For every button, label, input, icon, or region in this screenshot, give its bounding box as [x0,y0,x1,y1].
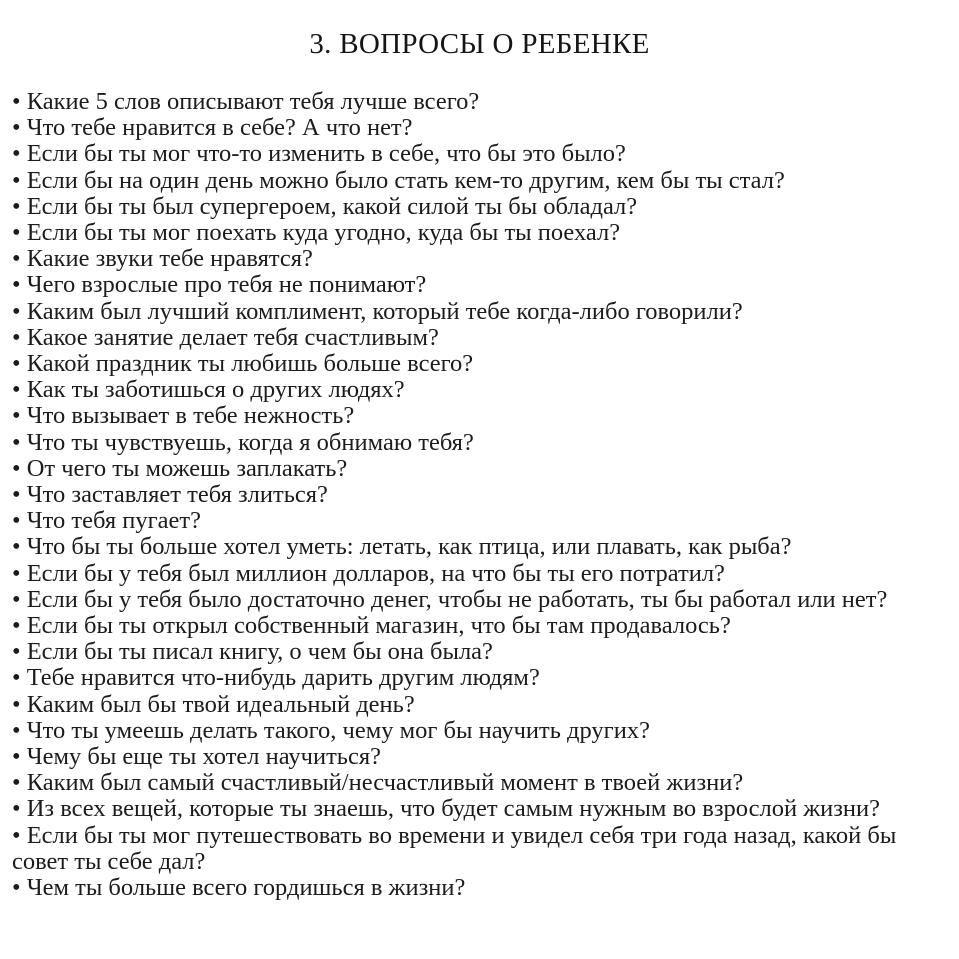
question-text: Тебе нравится что-нибудь дарить другим людям? [26,664,540,692]
question-item [12,325,942,351]
bullet-icon: • [12,559,21,587]
bullet-icon: • [12,376,21,404]
bullet-icon: • [12,481,21,509]
question-item [12,639,942,665]
bullet-icon: • [12,428,21,456]
question-item [12,351,942,377]
question-text: Чего взрослые про тебя не понимают? [26,271,427,299]
question-item [12,194,942,220]
bullet-icon: • [12,769,21,797]
question-item [12,272,942,298]
question-item [12,796,942,822]
question-text: Если бы ты мог поехать куда угодно, куда бы ты поехал? [26,219,621,247]
page-title: 3. ВОПРОСЫ О РЕБЕНКЕ [309,28,650,60]
question-item [12,561,942,587]
question-item [12,246,942,272]
question-text: Из всех вещей, которые ты знаешь, что будет самым нужным во взрослой жизни? [26,795,881,823]
question-list [12,89,942,901]
question-text: Чему бы еще ты хотел научиться? [26,743,381,771]
bullet-icon: • [12,402,21,430]
bullet-icon: • [12,664,21,692]
bullet-icon: • [12,192,21,220]
bullet-icon: • [12,297,21,325]
question-text: Каким был бы твой идеальный день? [26,690,415,718]
question-text: Каким был самый счастливый/несчастливый момент в твоей жизни? [26,769,744,797]
question-item [12,115,942,141]
question-item [12,508,942,534]
question-item [12,875,942,901]
question-item [12,299,942,325]
bullet-icon: • [12,690,21,718]
bullet-icon: • [12,585,21,613]
question-text: От чего ты можешь заплакать? [26,454,348,482]
question-item [12,430,942,456]
question-text: Что вызывает в тебе нежность? [26,402,355,430]
question-item [12,141,942,167]
bullet-icon: • [12,821,21,849]
question-text: Какое занятие делает тебя счастливым? [26,323,439,351]
bullet-icon: • [12,454,21,482]
question-text: Что тебе нравится в себе? А что нет? [26,114,413,142]
bullet-icon: • [12,219,21,247]
question-text: Если бы у тебя был миллион долларов, на что бы ты его потратил? [26,559,725,587]
question-text: Чем ты больше всего гордишься в жизни? [26,874,466,902]
bullet-icon: • [12,114,21,142]
question-text: Что ты умеешь делать такого, чему мог бы научить других? [26,716,650,744]
question-text: Если бы у тебя было достаточно денег, чтобы не работать, ты бы работал или нет? [26,585,888,613]
bullet-icon: • [12,874,21,902]
question-item [12,823,942,875]
question-item [12,692,942,718]
question-text: Какие 5 слов описывают тебя лучше всего? [26,88,480,115]
bullet-icon: • [12,245,21,273]
question-item [12,482,942,508]
question-item [12,770,942,796]
bullet-icon: • [12,88,21,115]
bullet-icon: • [12,507,21,535]
question-item [12,89,942,115]
question-text: Если бы ты писал книгу, о чем бы она была? [26,638,493,666]
question-item [12,220,942,246]
question-text: Каким был лучший комплимент, который тебе когда-либо говорили? [26,297,743,325]
question-item [12,456,942,482]
bullet-icon: • [12,140,21,168]
bullet-icon: • [12,533,21,561]
question-text: Если бы ты мог путешествовать во времени и увидел себя три года назад, какой бы совет ты себе дал? [12,821,897,875]
question-item [12,718,942,744]
question-text: Какой праздник ты любишь больше всего? [26,350,474,378]
question-item [12,665,942,691]
question-item [12,744,942,770]
question-item [12,403,942,429]
question-text: Как ты заботишься о других людях? [26,376,405,404]
question-item [12,377,942,403]
question-text: Если бы на один день можно было стать кем-то другим, кем бы ты стал? [26,166,785,194]
question-item [12,534,942,560]
bullet-icon: • [12,166,21,194]
bullet-icon: • [12,271,21,299]
bullet-icon: • [12,743,21,771]
question-text: Какие звуки тебе нравятся? [26,245,313,273]
bullet-icon: • [12,612,21,640]
bullet-icon: • [12,795,21,823]
question-text: Что ты чувствуешь, когда я обнимаю тебя? [26,428,474,456]
question-text: Что заставляет тебя злиться? [26,481,328,509]
question-item [12,587,942,613]
bullet-icon: • [12,638,21,666]
question-text: Что тебя пугает? [26,507,201,535]
question-text: Если бы ты мог что-то изменить в себе, что бы это было? [26,140,626,168]
bullet-icon: • [12,350,21,378]
bullet-icon: • [12,323,21,351]
question-text: Если бы ты был супергероем, какой силой ты бы обладал? [26,192,638,220]
question-text: Что бы ты больше хотел уметь: летать, как птица, или плавать, как рыба? [26,533,792,561]
bullet-icon: • [12,716,21,744]
question-item [12,613,942,639]
question-text: Если бы ты открыл собственный магазин, что бы там продавалось? [26,612,731,640]
question-item [12,168,942,194]
